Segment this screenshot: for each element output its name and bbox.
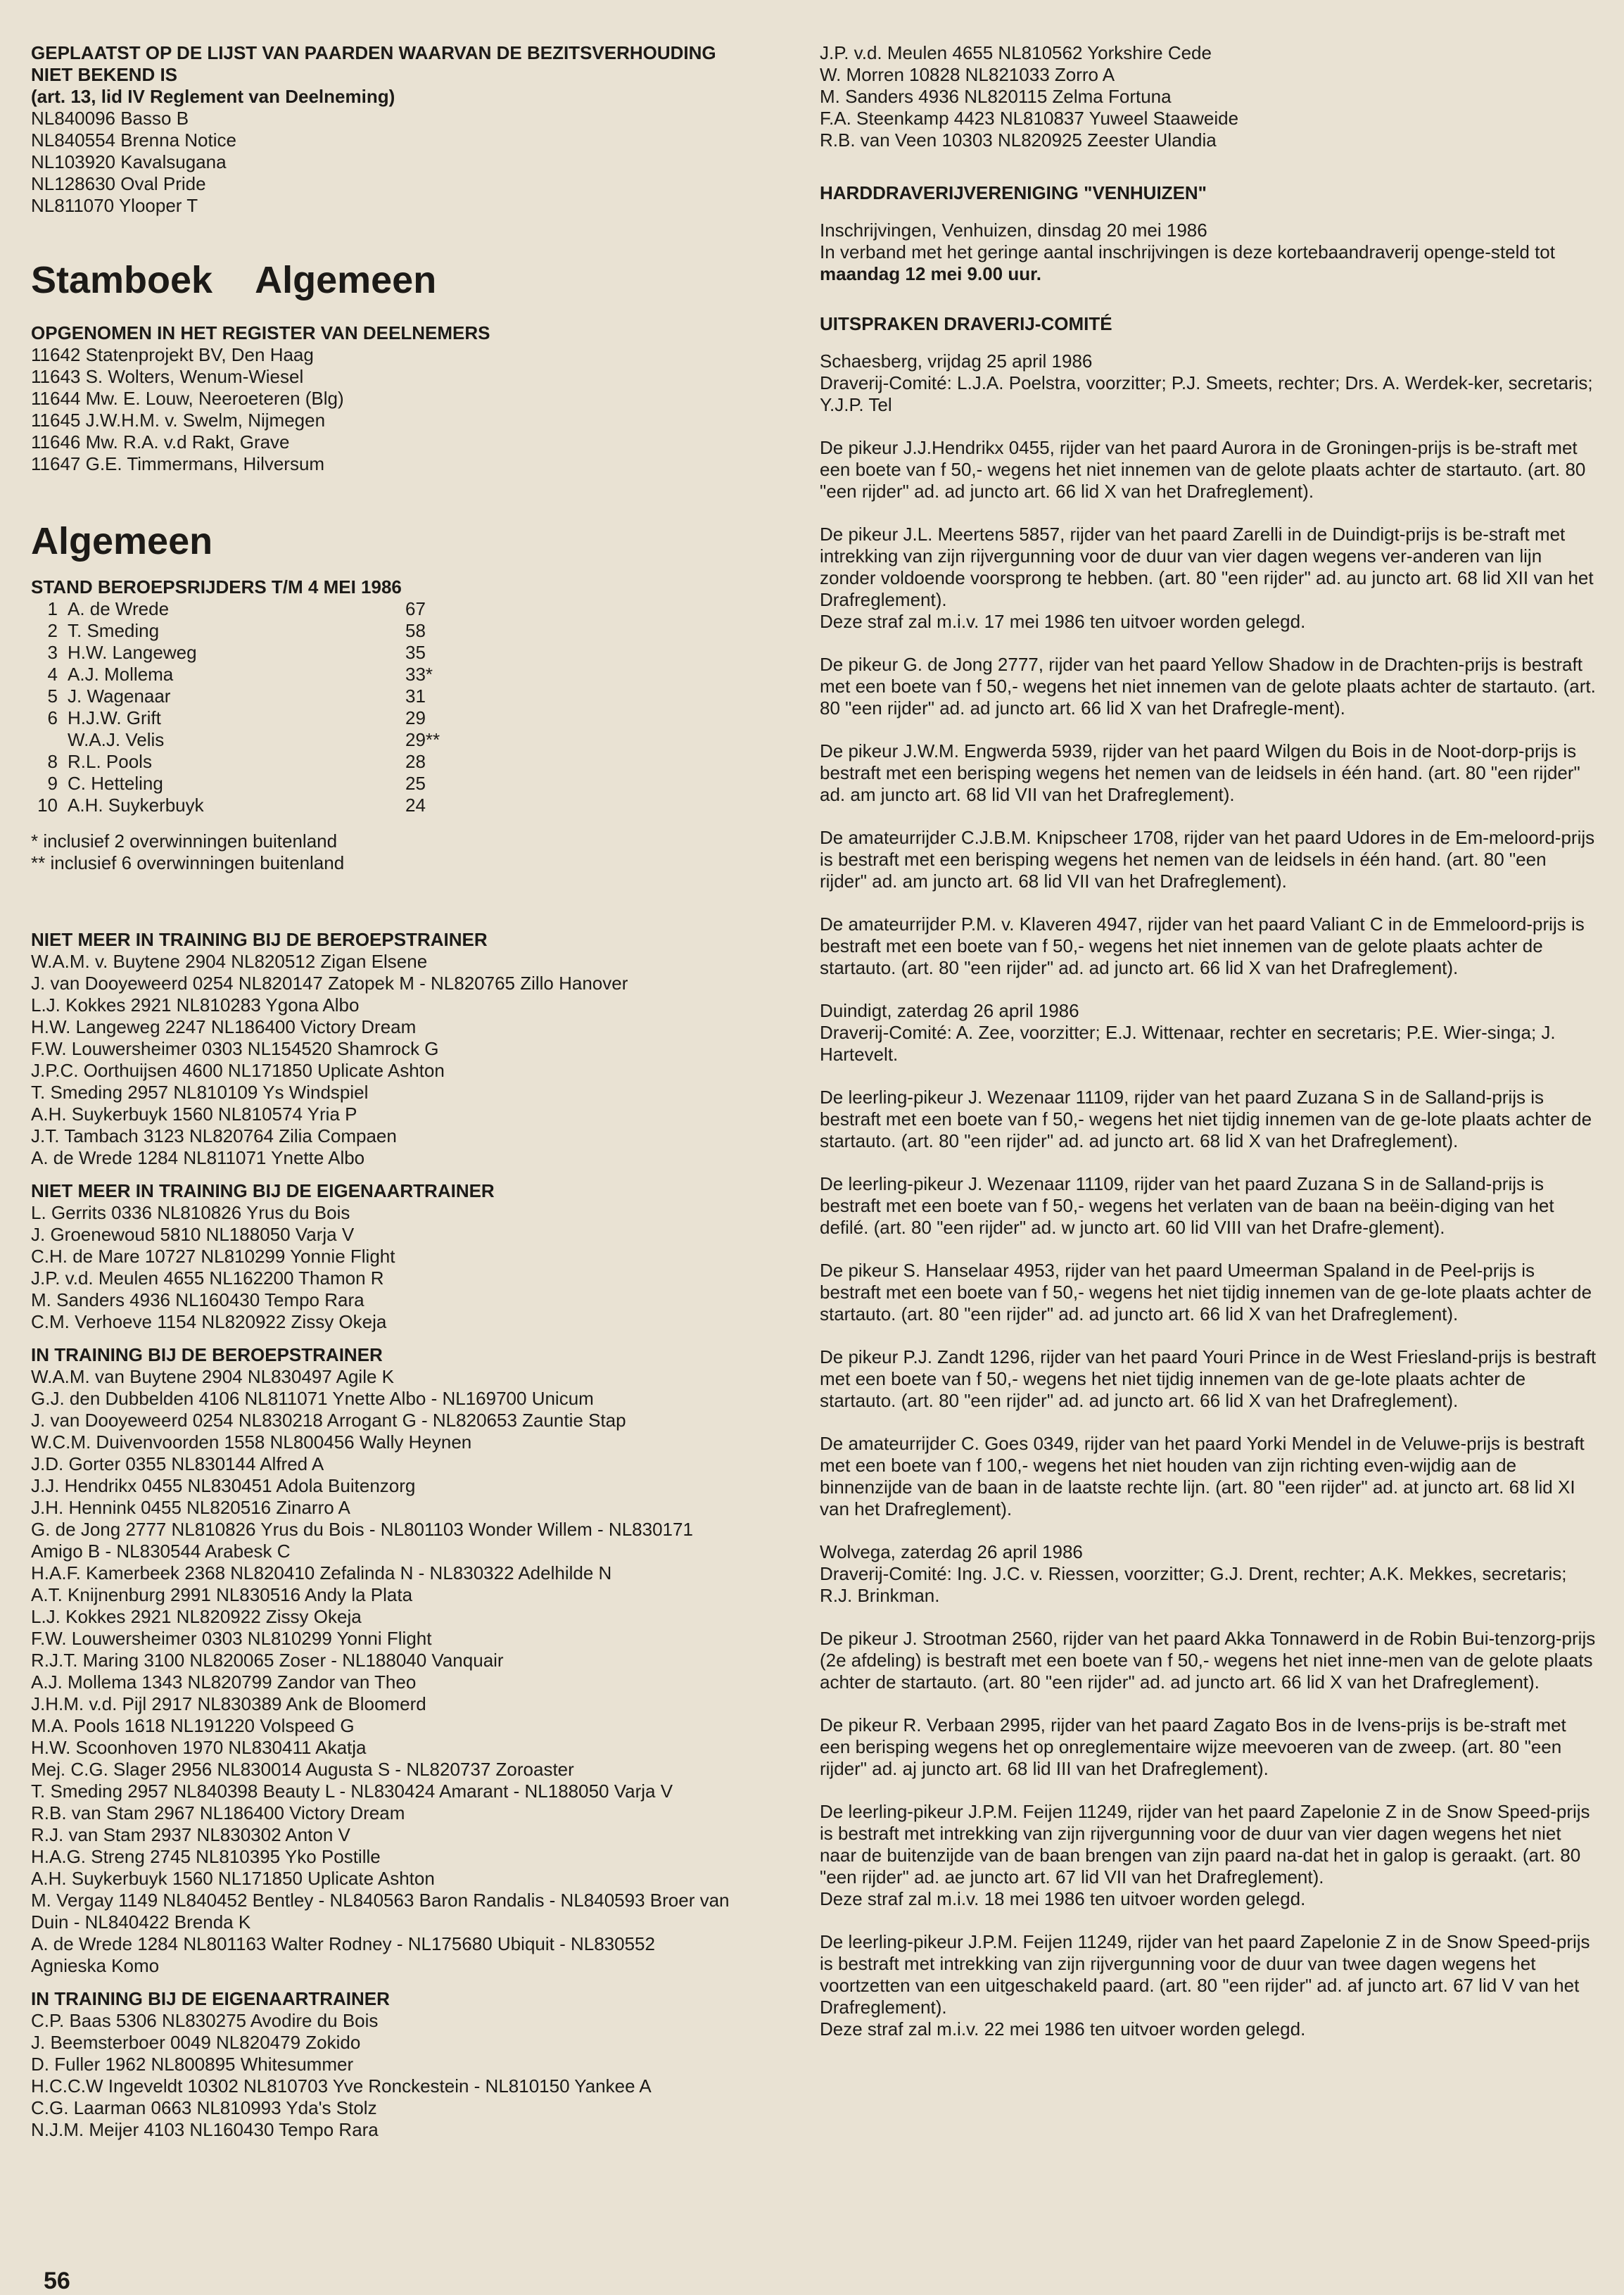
list-item: J. Groenewoud 5810 NL188050 Varja V [31, 1224, 355, 1245]
stand-name: A.H. Suykerbuyk [68, 795, 204, 816]
niet-meer-beroeps-list [31, 951, 801, 1169]
stand-name: J. Wagenaar [68, 685, 171, 707]
stamboek-title-word1: Stamboek [31, 259, 213, 301]
stand-name: W.A.J. Velis [68, 729, 165, 750]
uitspraak-paragraph: De pikeur R. Verbaan 2995, rijder van het paard Zagato Bos in de Ivens-prijs is be-straft met een berisping wegens het op onreglementaire wijze meevoeren van de zweep. (art. 80 "een rijder" ad. aj juncto art. 68 lid III van het Drafreglement). [820, 1714, 1566, 1779]
left-column [31, 42, 801, 2141]
list-item: A.T. Knijnenburg 2991 NL830516 Andy la Plata [31, 1584, 413, 1605]
list-item: J.D. Gorter 0355 NL830144 Alfred A [31, 1453, 324, 1474]
stand-rank: 6 [47, 707, 58, 728]
uitspraak-paragraph: De pikeur J.W.M. Engwerda 5939, rijder van het paard Wilgen du Bois in de Noot-dorp-prijs is bestraft met een berisping wegens het nemen van de leidsels in één hand. (art. 80 "een rijder" ad. am juncto art. 68 lid VII van het Drafreglement). [820, 740, 1580, 805]
list-item: A.H. Suykerbuyk 1560 NL810574 Yria P [31, 1104, 357, 1125]
list-item: L. Gerrits 0336 NL810826 Yrus du Bois [31, 1202, 350, 1223]
stand-row [31, 795, 801, 816]
list-item: H.A.G. Streng 2745 NL810395 Yko Postille [31, 1846, 381, 1867]
stand-points: 31 [405, 685, 426, 707]
list-item: H.W. Langeweg 2247 NL186400 Victory Dream [31, 1016, 417, 1037]
uitspraak-paragraph: De leerling-pikeur J. Wezenaar 11109, rijder van het paard Zuzana S in de Salland-prijs is bestraft met een boete van f 50,- wegens het niet tijdig innemen van de ge-lote plaats achter de startauto. (art. 80 "een rijder" ad. ad juncto art. 68 lid X van het Drafreglement). [820, 1087, 1592, 1151]
list-item: M. Vergay 1149 NL840452 Bentley - NL840563 Baron Randalis - NL840593 Broer van [31, 1890, 730, 1911]
stand-rank: 9 [47, 773, 58, 794]
list-item: Amigo B - NL830544 Arabesk C [31, 1541, 291, 1562]
list-item: J.J. Hendrikx 0455 NL830451 Adola Buitenzorg [31, 1475, 416, 1496]
stand-name: H.J.W. Grift [68, 707, 161, 728]
list-item: W.C.M. Duivenvoorden 1558 NL800456 Wally Heynen [31, 1431, 472, 1453]
list-item: 11645 J.W.H.M. v. Swelm, Nijmegen [31, 410, 326, 431]
venhuizen-line2-text: In verband met het geringe aantal inschrijvingen is deze kortebaandraverij openge-steld tot [820, 241, 1555, 263]
uitspraak-paragraph: De pikeur S. Hanselaar 4953, rijder van het paard Umeerman Spaland in de Peel-prijs is bestraft met een boete van f 50,- wegens het niet tijdig innemen van de ge-lote plaats achter de startauto. (art. 80 "een rijder" ad. ad juncto art. 66 lid X van het Drafreglement). [820, 1260, 1592, 1324]
uitspraak-paragraph: Schaesberg, vrijdag 25 april 1986 Draverij-Comité: L.J.A. Poelstra, voorzitter; P.J. Smeets, rechter; Drs. A. Werdek-ker, secretaris; Y.J.P. Tel [820, 350, 1593, 415]
stand-row [31, 664, 801, 685]
list-item: Agnieska Komo [31, 1955, 160, 1976]
footnote: * inclusief 2 overwinningen buitenland [31, 830, 338, 852]
list-item: A.H. Suykerbuyk 1560 NL171850 Uplicate Ashton [31, 1868, 435, 1889]
stand-name: R.L. Pools [68, 751, 152, 772]
list-item: 11644 Mw. E. Louw, Neeroeteren (Blg) [31, 388, 344, 409]
stand-rank: 3 [47, 642, 58, 663]
uitspraak-paragraph: De amateurrijder C.J.B.M. Knipscheer 1708, rijder van het paard Udores in de Em-meloord-prijs is bestraft met een berisping wegens het nemen van de leidsels in één hand. (art. 80 "een rijder" ad. am juncto art. 68 lid VII van het Drafreglement). [820, 827, 1595, 892]
venhuizen-line1: Inschrijvingen, Venhuizen, dinsdag 20 mei 1986 [820, 220, 1207, 241]
section-in-training-beroeps [31, 1344, 801, 1977]
bezits-heading-line: (art. 13, lid IV Reglement van Deelneming) [31, 86, 395, 107]
list-item: NL128630 Oval Pride [31, 173, 206, 194]
stand-rank: 1 [47, 598, 58, 619]
stand-rank: 5 [47, 685, 58, 707]
list-item: 11643 S. Wolters, Wenum-Wiesel [31, 366, 304, 387]
stand-name: C. Hetteling [68, 773, 163, 794]
stand-row [31, 773, 801, 795]
list-item: C.M. Verhoeve 1154 NL820922 Zissy Okeja [31, 1311, 387, 1332]
stand-row [31, 620, 801, 642]
niet-meer-beroeps-heading: NIET MEER IN TRAINING BIJ DE BEROEPSTRAINER [31, 929, 488, 950]
list-item: C.P. Baas 5306 NL830275 Avodire du Bois [31, 2010, 379, 2031]
register-list [31, 344, 801, 475]
list-item: J. van Dooyeweerd 0254 NL830218 Arrogant G - NL820653 Zauntie Stap [31, 1410, 626, 1431]
list-item: G.J. den Dubbelden 4106 NL811071 Ynette Albo - NL169700 Unicum [31, 1388, 594, 1409]
uitspraken-list [820, 350, 1597, 2040]
list-item: Duin - NL840422 Brenda K [31, 1911, 251, 1933]
stand-points: 24 [405, 795, 426, 816]
stamboek-title-word2: Algemeen [255, 259, 437, 301]
bezits-list [31, 108, 801, 217]
stamboek-title [31, 258, 801, 303]
section-stamboek [31, 258, 801, 475]
list-item: J.P. v.d. Meulen 4655 NL162200 Thamon R [31, 1267, 384, 1289]
stand-row [31, 751, 801, 773]
list-item: Mej. C.G. Slager 2956 NL830014 Augusta S - NL820737 Zoroaster [31, 1759, 574, 1780]
stand-points: 25 [405, 773, 426, 794]
list-item: C.H. de Mare 10727 NL810299 Yonnie Flight [31, 1246, 395, 1267]
footnote: ** inclusief 6 overwinningen buitenland [31, 852, 345, 873]
stand-heading: STAND BEROEPSRIJDERS T/M 4 MEI 1986 [31, 576, 402, 598]
venhuizen-deadline: maandag 12 mei 9.00 uur. [820, 263, 1042, 284]
list-item: M. Sanders 4936 NL820115 Zelma Fortuna [820, 86, 1172, 107]
list-item: J.T. Tambach 3123 NL820764 Zilia Compaen [31, 1125, 397, 1146]
stand-row [31, 598, 801, 620]
stand-name: T. Smeding [68, 620, 160, 641]
list-item: H.C.C.W Ingeveldt 10302 NL810703 Yve Ronckestein - NL810150 Yankee A [31, 2075, 652, 2097]
list-item: J.P. v.d. Meulen 4655 NL810562 Yorkshire Cede [820, 42, 1212, 63]
stand-name: A. de Wrede [68, 598, 170, 619]
stand-rank: 10 [37, 795, 58, 816]
stand-rank: 2 [47, 620, 58, 641]
list-item: NL840554 Brenna Notice [31, 129, 236, 151]
list-item: L.J. Kokkes 2921 NL810283 Ygona Albo [31, 994, 360, 1016]
list-item: M.A. Pools 1618 NL191220 Volspeed G [31, 1715, 355, 1736]
algemeen-title: Algemeen [31, 520, 213, 562]
stand-rank: 8 [47, 751, 58, 772]
uitspraak-paragraph: De pikeur G. de Jong 2777, rijder van het paard Yellow Shadow in de Drachten-prijs is bestraft met een boete van f 50,- wegens het niet innemen van de gelote plaats achter de startauto. (art. 80 "een rijder" ad. ad juncto art. 66 lid X van het Drafregle-ment). [820, 654, 1596, 719]
venhuizen-notice [820, 220, 1597, 285]
list-item: A.J. Mollema 1343 NL820799 Zandor van Theo [31, 1671, 417, 1693]
stand-row [31, 642, 801, 664]
stand-points: 29 [405, 707, 426, 728]
stand-name: H.W. Langeweg [68, 642, 197, 663]
uitspraak-paragraph: De amateurrijder C. Goes 0349, rijder van het paard Yorki Mendel in de Veluwe-prijs is bestraft met een boete van f 100,- wegens het niet houden van zijn richting even-wijdig aan de binnenzijde van de baan in de laatste rechte lijn. (art. 80 "een rijder" ad. at juncto art. 68 lid XI van het Drafreglement). [820, 1433, 1585, 1519]
list-item: R.B. van Stam 2967 NL186400 Victory Dream [31, 1802, 405, 1823]
stand-footnotes [31, 830, 801, 874]
list-item: C.G. Laarman 0663 NL810993 Yda's Stolz [31, 2097, 377, 2118]
list-item: J.H. Hennink 0455 NL820516 Zinarro A [31, 1497, 350, 1518]
uitspraken-heading: UITSPRAKEN DRAVERIJ-COMITÉ [820, 313, 1112, 334]
uitspraak-paragraph: Wolvega, zaterdag 26 april 1986 Draverij-Comité: Ing. J.C. v. Riessen, voorzitter; G.J. Drent, rechter; A.K. Mekkes, secretaris; R.J. Brinkman. [820, 1541, 1567, 1606]
list-item: R.J. van Stam 2937 NL830302 Anton V [31, 1824, 350, 1845]
section-in-training-eigenaar [31, 1988, 801, 2141]
stand-points: 28 [405, 751, 426, 772]
right-column [820, 42, 1597, 2061]
stand-points: 67 [405, 598, 426, 619]
stand-points: 58 [405, 620, 426, 641]
list-item: A. de Wrede 1284 NL811071 Ynette Albo [31, 1147, 365, 1168]
list-item: J.H.M. v.d. Pijl 2917 NL830389 Ank de Bloomerd [31, 1693, 426, 1714]
stand-table [31, 598, 801, 816]
list-item: J. Beemsterboer 0049 NL820479 Zokido [31, 2032, 361, 2053]
register-heading: OPGENOMEN IN HET REGISTER VAN DEELNEMERS [31, 322, 490, 343]
page-number: 56 [44, 2268, 70, 2294]
section-niet-meer-beroeps [31, 929, 801, 1169]
list-item: D. Fuller 1962 NL800895 Whitesummer [31, 2054, 354, 2075]
list-item: F.W. Louwersheimer 0303 NL154520 Shamrock G [31, 1038, 439, 1059]
section-uitspraken [820, 313, 1597, 2040]
in-training-eigenaar-list [31, 2010, 801, 2141]
uitspraak-paragraph: De pikeur J.J.Hendrikx 0455, rijder van het paard Aurora in de Groningen-prijs is be-straft met een boete van f 50,- wegens het niet innemen van de gelote plaats achter de startauto. (art. 80 "een rijder" ad. ad juncto art. 66 lid X van het Drafreglement). [820, 437, 1586, 502]
stand-rank: 4 [47, 664, 58, 685]
section-niet-meer-eigenaar [31, 1180, 801, 1333]
list-item: W. Morren 10828 NL821033 Zorro A [820, 64, 1115, 85]
in-training-beroeps-list [31, 1366, 801, 1977]
stand-name: A.J. Mollema [68, 664, 174, 685]
list-item: F.A. Steenkamp 4423 NL810837 Yuweel Staaweide [820, 108, 1239, 129]
bezits-heading-line: NIET BEKEND IS [31, 64, 178, 85]
uitspraak-paragraph: De leerling-pikeur J.P.M. Feijen 11249, rijder van het paard Zapelonie Z in de Snow Speed-prijs is bestraft met intrekking van zijn rijvergunning voor de duur van twee dagen wegens het voortzetten van een uitgeschakeld paard. (art. 80 "een rijder" ad. af juncto art. 67 lid V van het Drafreglement). Deze straf zal m.i.v. 22 mei 1986 ten uitvoer worden gelegd. [820, 1931, 1590, 2040]
list-item: 11642 Statenprojekt BV, Den Haag [31, 344, 314, 365]
stand-points: 29** [405, 729, 440, 750]
list-item: H.A.F. Kamerbeek 2368 NL820410 Zefalinda N - NL830322 Adelhilde N [31, 1562, 612, 1583]
list-item: G. de Jong 2777 NL810826 Yrus du Bois - NL801103 Wonder Willem - NL830171 [31, 1519, 693, 1540]
list-item: R.J.T. Maring 3100 NL820065 Zoser - NL188040 Vanquair [31, 1650, 504, 1671]
stand-points: 33* [405, 664, 433, 685]
list-item: T. Smeding 2957 NL840398 Beauty L - NL830424 Amarant - NL188050 Varja V [31, 1781, 673, 1802]
list-item: J. van Dooyeweerd 0254 NL820147 Zatopek M - NL820765 Zillo Hanover [31, 973, 628, 994]
list-item: NL103920 Kavalsugana [31, 151, 227, 172]
uitspraak-paragraph: De pikeur J.L. Meertens 5857, rijder van het paard Zarelli in de Duindigt-prijs is be-straft met intrekking van zijn rijvergunning voor de duur van vier dagen wegens ver-anderen van lijn zonder voldoende voorsprong te hebben. (art. 80 "een rijder" ad. au juncto art. 68 lid XII van het Drafreglement). Deze straf zal m.i.v. 17 mei 1986 ten uitvoer worden gelegd. [820, 524, 1594, 632]
list-item: NL840096 Basso B [31, 108, 189, 129]
section-bezitsverhouding [31, 42, 801, 217]
stand-row [31, 707, 801, 729]
list-item: W.A.M. van Buytene 2904 NL830497 Agile K [31, 1366, 395, 1387]
venhuizen-line2 [820, 241, 1597, 285]
list-item: R.B. van Veen 10303 NL820925 Zeester Ulandia [820, 129, 1217, 151]
list-item: W.A.M. v. Buytene 2904 NL820512 Zigan Elsene [31, 951, 428, 972]
uitspraak-paragraph: De leerling-pikeur J. Wezenaar 11109, rijder van het paard Zuzana S in de Salland-prijs is bestraft met een boete van f 50,- wegens het verlaten van de baan na beëin-diging van het defilé. (art. 80 "een rijder" ad. w juncto art. 60 lid VIII van het Drafre-glement). [820, 1173, 1554, 1238]
list-item: N.J.M. Meijer 4103 NL160430 Tempo Rara [31, 2119, 379, 2140]
stand-row [31, 729, 801, 751]
section-algemeen [31, 519, 801, 874]
uitspraak-paragraph: De amateurrijder P.M. v. Klaveren 4947, rijder van het paard Valiant C in de Emmeloord-prijs is bestraft met een boete van f 50,- wegens het niet innemen van de gelote plaats achter de startauto. (art. 80 "een rijder" ad. ad juncto art. 66 lid X van het Drafreglement). [820, 913, 1585, 978]
venhuizen-heading: HARDDRAVERIJVERENIGING "VENHUIZEN" [820, 182, 1207, 203]
stand-points: 35 [405, 642, 426, 663]
niet-meer-eigenaar-list [31, 1202, 801, 1333]
list-item: F.W. Louwersheimer 0303 NL810299 Yonni Flight [31, 1628, 432, 1649]
list-item: NL811070 Ylooper T [31, 195, 198, 216]
uitspraak-paragraph: De leerling-pikeur J.P.M. Feijen 11249, rijder van het paard Zapelonie Z in de Snow Speed-prijs is bestraft met intrekking van zijn rijvergunning voor de duur van vier dagen wegens het niet naar de buitenzijde van de baan brengen van zijn paard na-dat het in galop is geraakt. (art. 80 "een rijder" ad. ae juncto art. 67 lid VII van het Drafreglement). Deze straf zal m.i.v. 18 mei 1986 ten uitvoer worden gelegd. [820, 1801, 1590, 1909]
bezits-heading-line: GEPLAATST OP DE LIJST VAN PAARDEN WAARVAN DE BEZITSVERHOUDING [31, 42, 716, 63]
stand-rank [31, 729, 68, 751]
uitspraak-paragraph: Duindigt, zaterdag 26 april 1986 Draverij-Comité: A. Zee, voorzitter; E.J. Wittenaar, rechter en secretaris; P.E. Wier-singa; J. Hartevelt. [820, 1000, 1556, 1065]
list-item: M. Sanders 4936 NL160430 Tempo Rara [31, 1289, 364, 1310]
list-item: 11647 G.E. Timmermans, Hilversum [31, 453, 325, 474]
section-venhuizen [820, 182, 1597, 285]
list-item: L.J. Kokkes 2921 NL820922 Zissy Okeja [31, 1606, 362, 1627]
list-item: A. de Wrede 1284 NL801163 Walter Rodney - NL175680 Ubiquit - NL830552 [31, 1933, 655, 1954]
stand-row [31, 685, 801, 707]
uitspraak-paragraph: De pikeur J. Strootman 2560, rijder van het paard Akka Tonnawerd in de Robin Bui-tenzorg-prijs (2e afdeling) is bestraft met een boete van f 50,- wegens het niet inne-men van de gelote plaats achter de startauto. (art. 80 "een rijder" ad. ad juncto art. 66 lid X van het Drafreglement). [820, 1628, 1596, 1693]
in-training-eigenaar-heading: IN TRAINING BIJ DE EIGENAARTRAINER [31, 1988, 390, 2009]
niet-meer-eigenaar-heading: NIET MEER IN TRAINING BIJ DE EIGENAARTRAINER [31, 1180, 495, 1201]
uitspraak-paragraph: De pikeur P.J. Zandt 1296, rijder van het paard Youri Prince in de West Friesland-prijs is bestraft met een boete van f 50,- wegens het niet tijdig innemen van de ge-lote plaats achter de startauto. (art. 80 "een rijder" ad. ad juncto art. 66 lid X van het Drafreglement). [820, 1346, 1597, 1411]
bezits-heading [31, 42, 801, 108]
eigenaartrainer-continued-list [820, 42, 1597, 151]
list-item: 11646 Mw. R.A. v.d Rakt, Grave [31, 431, 290, 453]
in-training-beroeps-heading: IN TRAINING BIJ DE BEROEPSTRAINER [31, 1344, 383, 1365]
list-item: H.W. Scoonhoven 1970 NL830411 Akatja [31, 1737, 367, 1758]
list-item: J.P.C. Oorthuijsen 4600 NL171850 Uplicate Ashton [31, 1060, 445, 1081]
list-item: T. Smeding 2957 NL810109 Ys Windspiel [31, 1082, 369, 1103]
